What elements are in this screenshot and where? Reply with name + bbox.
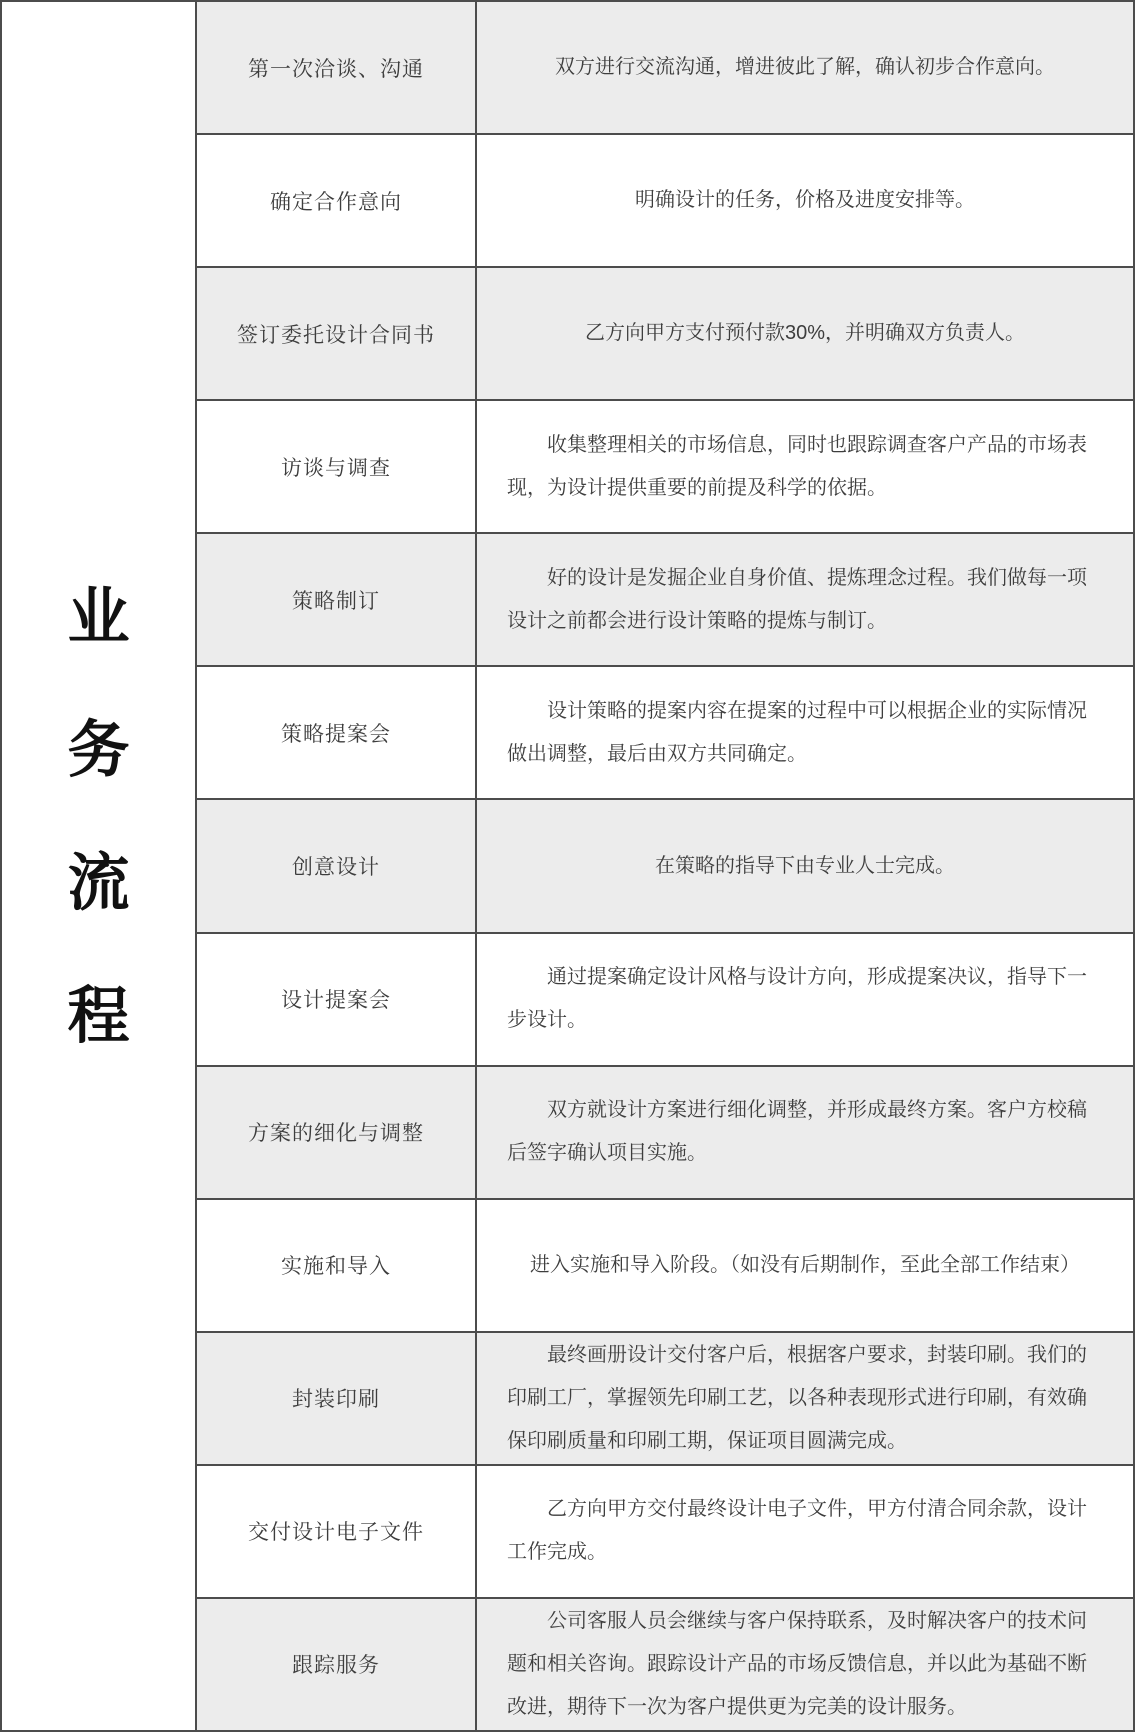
title-char: 流 [67,848,130,918]
table-row [197,135,1133,268]
step-description-cell [477,534,1133,665]
step-description: 双方就设计方案进行细化调整，并形成最终方案。客户方校稿后签字确认项目实施。 [507,1099,1087,1165]
step-name-cell [197,268,477,399]
table-row [197,1200,1133,1333]
table-row [197,2,1133,135]
step-description: 双方进行交流沟通，增进彼此了解，确认初步合作意向。 [555,56,1055,79]
table-row [197,1466,1133,1599]
step-description-cell [477,401,1133,532]
step-name-cell [197,1333,477,1464]
step-description-cell [477,135,1133,266]
step-name-cell [197,934,477,1065]
step-description: 通过提案确定设计风格与设计方向，形成提案决议，指导下一步设计。 [507,966,1087,1032]
step-description-cell [477,800,1133,931]
step-description-cell [477,667,1133,798]
step-description: 公司客服人员会继续与客户保持联系，及时解决客户的技术问题和相关咨询。跟踪设计产品的市场反馈信息，并以此为基础不断改进，期待下一次为客户提供更为完美的设计服务。 [507,1609,1087,1718]
step-name: 策略制订 [292,589,380,613]
table-row [197,800,1133,933]
step-description: 设计策略的提案内容在提案的过程中可以根据企业的实际情况做出调整，最后由双方共同确定。 [507,699,1087,765]
step-name: 封装印刷 [292,1388,380,1412]
process-table [197,2,1133,1730]
vertical-title [2,2,197,1730]
title-char: 程 [67,981,130,1051]
step-description: 最终画册设计交付客户后，根据客户要求，封装印刷。我们的印刷工厂，掌握领先印刷工艺，以各种表现形式进行印刷，有效确保印刷质量和印刷工期，保证项目圆满完成。 [507,1343,1087,1452]
step-name-cell [197,800,477,931]
table-row [197,1067,1133,1200]
step-name: 策略提案会 [281,722,391,746]
table-row [197,401,1133,534]
step-name: 跟踪服务 [292,1654,380,1678]
step-description: 在策略的指导下由专业人士完成。 [655,854,955,877]
step-name-cell [197,667,477,798]
step-name-cell [197,1067,477,1198]
step-description-cell [477,1067,1133,1198]
step-description: 好的设计是发掘企业自身价值、提炼理念过程。我们做每一项设计之前都会进行设计策略的提炼与制订。 [507,566,1087,632]
step-name: 确定合作意向 [270,190,402,214]
step-name: 创意设计 [292,856,380,879]
step-description-cell [477,1333,1133,1464]
table-row [197,268,1133,401]
step-name-cell [197,534,477,665]
step-name-cell [197,1466,477,1597]
step-name: 设计提案会 [281,989,391,1013]
step-name-cell [197,135,477,266]
step-description-cell [477,1599,1133,1730]
step-description: 收集整理相关的市场信息，同时也跟踪调查客户产品的市场表现，为设计提供重要的前提及科学的依据。 [507,433,1087,499]
step-name-cell [197,1599,477,1730]
table-row [197,1333,1133,1466]
table-row [197,1599,1133,1730]
step-name: 方案的细化与调整 [248,1122,424,1146]
table-row [197,534,1133,667]
step-description-cell [477,2,1133,133]
title-char: 业 [67,582,130,652]
step-name-cell [197,401,477,532]
step-description: 乙方向甲方支付预付款30%，并明确双方负责人。 [584,322,1026,345]
step-name-cell [197,1200,477,1331]
step-name: 交付设计电子文件 [248,1521,424,1545]
step-description-cell [477,934,1133,1065]
table-row [197,934,1133,1067]
step-description: 明确设计的任务，价格及进度安排等。 [635,189,975,212]
step-description: 乙方向甲方交付最终设计电子文件，甲方付清合同余款，设计工作完成。 [507,1498,1087,1564]
step-description: 进入实施和导入阶段。（如没有后期制作，至此全部工作结束） [530,1253,1080,1276]
title-char: 务 [67,715,130,785]
table-row [197,667,1133,800]
step-name: 实施和导入 [281,1255,391,1279]
step-description-cell [477,268,1133,399]
step-name: 第一次洽谈、沟通 [248,57,424,81]
step-description-cell [477,1200,1133,1331]
step-name-cell [197,2,477,133]
step-name: 访谈与调查 [281,456,391,480]
step-name: 签订委托设计合同书 [237,323,435,347]
step-description-cell [477,1466,1133,1597]
